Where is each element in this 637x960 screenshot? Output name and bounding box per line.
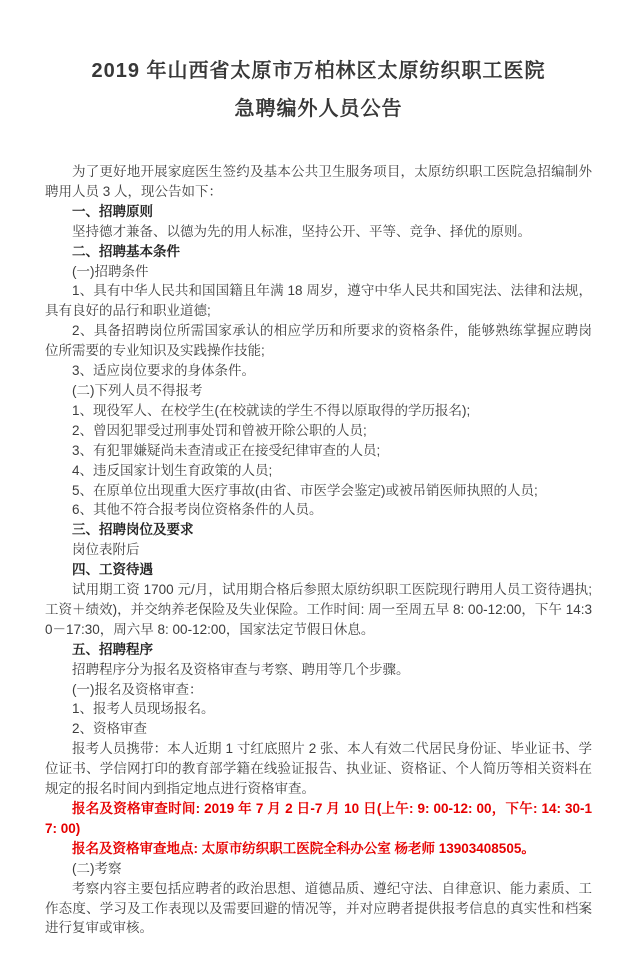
paragraph: 试用期工资 1700 元/月，试用期合格后参照太原纺织职工医院现行聘用人员工资待遇执;工资＋绩效)，并交纳养老保险及失业保险。工作时间: 周一至周五早 8: 00-12:00，下午 14:30－17:30，周六早 8: 00-12:00，国家法定节假日休息。 [45, 582, 592, 637]
paragraph: (一)报名及资格审查： [72, 681, 203, 697]
paragraph: (二)下列人员不得报考 [72, 382, 203, 398]
paragraph: 3、有犯罪嫌疑尚未查清或正在接受纪律审查的人员; [72, 442, 381, 458]
paragraph: 1、现役军人、在校学生(在校就读的学生不得以原取得的学历报名); [72, 402, 471, 418]
paragraph: 6、其他不符合报考岗位资格条件的人员。 [72, 502, 323, 518]
paragraph: (二)考察 [72, 860, 122, 876]
paragraph: 2、曾因犯罪受过刑事处罚和曾被开除公职的人员; [72, 422, 367, 438]
paragraph: 一、招聘原则 [72, 203, 153, 219]
paragraph: 报考人员携带：本人近期 1 寸红底照片 2 张、本人有效二代居民身份证、毕业证书、学位证书、学信网打印的教育部学籍在线验证报告、执业证、资格证、个人简历等相关资料在规定的报名时间内到指定地点进行资格审查。 [45, 741, 592, 797]
paragraph: 三、招聘岗位及要求 [72, 522, 194, 538]
title-line-2: 急聘编外人员公告 [234, 98, 403, 120]
paragraph: 5、在原单位出现重大医疗事故(由省、市医学会鉴定)或被吊销医师执照的人员; [72, 482, 538, 498]
page-title [45, 52, 592, 128]
paragraph: 招聘程序分为报名及资格审查与考察、聘用等几个步骤。 [72, 661, 410, 677]
paragraph: (一)招聘条件 [72, 263, 149, 279]
paragraph: 2、具备招聘岗位所需国家承认的相应学历和所要求的资格条件，能够熟练掌握应聘岗位所需要的专业知识及实践操作技能; [45, 323, 592, 359]
paragraph: 2、资格审查 [72, 721, 148, 737]
paragraph: 报名及资格审查时间: 2019 年 7 月 2 日-7 月 10 日(上午: 9: 00-12: 00，下午: 14: 30-17: 00) [45, 801, 592, 836]
paragraph: 报名及资格审查地点: 太原市纺织职工医院全科办公室 杨老师 13903408505。 [72, 840, 535, 856]
paragraph: 4、违反国家计划生育政策的人员; [72, 462, 273, 478]
paragraph: 3、适应岗位要求的身体条件。 [72, 363, 256, 379]
paragraph: 考察内容主要包括应聘者的政治思想、道德品质、遵纪守法、自律意识、能力素质、工作态度、学习及工作表现以及需要回避的情况等，并对应聘者提供报考信息的真实性和档案进行复审或审核。 [45, 880, 592, 936]
paragraph: 四、工资待遇 [72, 562, 153, 578]
paragraph: 岗位表附后 [72, 542, 140, 558]
document-body [45, 162, 592, 938]
paragraph: 1、具有中华人民共和国国籍且年满 18 周岁，遵守中华人民共和国宪法、法律和法规，具有良好的品行和职业道德; [45, 283, 592, 319]
paragraph: 二、招聘基本条件 [72, 243, 180, 259]
paragraph: 五、招聘程序 [72, 641, 153, 657]
title-line-1: 2019 年山西省太原市万柏林区太原纺织职工医院 [91, 60, 546, 82]
paragraph: 1、报考人员现场报名。 [72, 701, 215, 717]
paragraph: 为了更好地开展家庭医生签约及基本公共卫生服务项目，太原纺织职工医院急招编制外聘用人员 3 人，现公告如下： [45, 164, 592, 199]
paragraph: 坚持德才兼备、以德为先的用人标准，坚持公开、平等、竞争、择优的原则。 [72, 223, 531, 239]
